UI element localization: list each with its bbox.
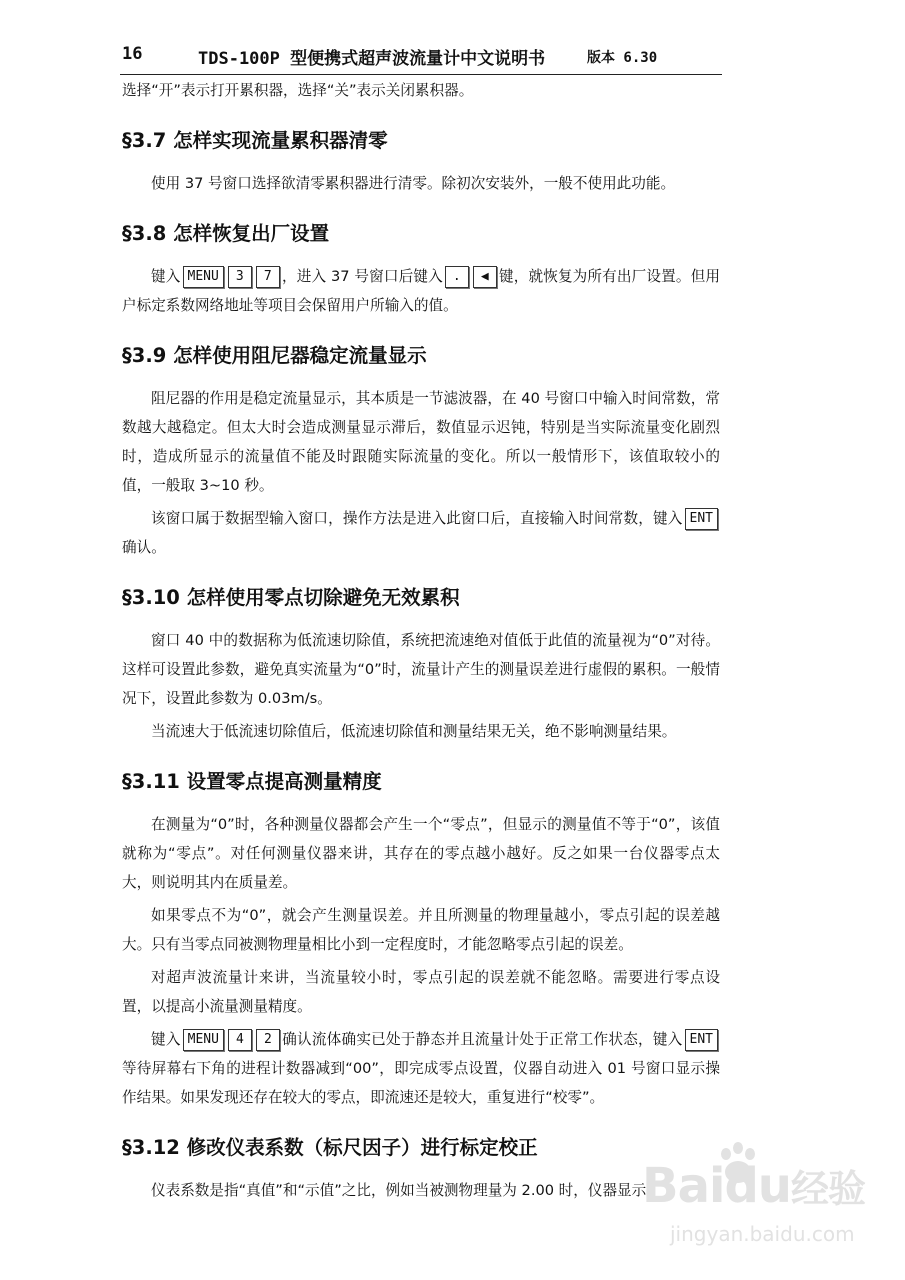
back-arrow-key: ◀ [473, 266, 497, 288]
text-run: 键入 [151, 268, 181, 285]
watermark-url: jingyan.baidu.com [670, 1222, 855, 1246]
menu-key: MENU [183, 266, 224, 288]
paragraph: 对超声波流量计来讲，当流量较小时，零点引起的误差就不能忽略。需要进行零点设置，以提高小流量测量精度。 [122, 969, 720, 1015]
paragraph: 窗口 40 中的数据称为低流速切除值，系统把流速绝对值低于此值的流量视为“0”对待。这样可设置此参数，避免真实流量为“0”时，流量计产生的测量误差进行虚假的累积。一般情况下，设置此参数为 0.03m/s。 [122, 632, 720, 707]
ent-key: ENT [685, 508, 718, 530]
text-run: 等待屏幕右下角的进程计数器减到“00”，即完成零点设置，仪器自动进入 01 号窗口显示操作结果。如果发现还存在较大的零点，即流速还是较大，重复进行“校零”。 [122, 1060, 720, 1106]
paragraph: 当流速大于低流速切除值后，低流速切除值和测量结果无关，绝不影响测量结果。 [151, 723, 677, 740]
page-body [122, 76, 720, 1205]
paragraph: 如果零点不为“0”，就会产生测量误差。并且所测量的物理量越小，零点引起的误差越大。只有当零点同被测物理量相比小到一定程度时，才能忽略零点引起的误差。 [122, 907, 720, 953]
section-title-3-12: §3.12 修改仪表系数（标尺因子）进行标定校正 [122, 1136, 538, 1159]
watermark-logo [642, 1158, 865, 1214]
text-run: 确认流体确实已处于静态并且流量计处于正常工作状态，键入 [281, 1031, 683, 1048]
text-run: ，进入 37 号窗口后键入 [281, 268, 443, 285]
digit-key-4: 4 [228, 1029, 252, 1051]
digit-key-7: 7 [256, 266, 280, 288]
menu-key: MENU [183, 1029, 224, 1051]
dot-key: . [445, 266, 469, 288]
digit-key-3: 3 [228, 266, 252, 288]
header-rule [120, 74, 722, 75]
paragraph [122, 504, 720, 562]
page-number: 16 [122, 44, 143, 64]
baidu-watermark [642, 1140, 882, 1250]
paragraph: 在测量为“0”时，各种测量仪器都会产生一个“零点”，但显示的测量值不等于“0”，该值就称为“零点”。对任何测量仪器来讲，其存在的零点越小越好。反之如果一台仪器零点太大，则说明其内在质量差。 [122, 816, 720, 891]
version-label: 版本 6.30 [587, 50, 658, 66]
paragraph [122, 1025, 720, 1112]
paragraph [122, 262, 720, 320]
paragraph: 仪表系数是指“真值”和“示值”之比，例如当被测物理量为 2.00 时，仪器显示 [151, 1182, 647, 1199]
paragraph: 阻尼器的作用是稳定流量显示，其本质是一节滤波器，在 40 号窗口中输入时间常数，常数越大越稳定。但太大时会造成测量显示滞后，数值显示迟钝，特别是当实际流量变化剧烈时，造成所显示的流量值不能及时跟随实际流量的变化。所以一般情形下，该值取较小的值，一般取 3~10 秒。 [122, 390, 720, 494]
paragraph: 使用 37 号窗口选择欲清零累积器进行清零。除初次安装外，一般不使用此功能。 [151, 175, 676, 192]
logo-text: 经验 [790, 1167, 865, 1211]
text-run: 键入 [151, 1031, 181, 1048]
section-title-3-9: §3.9 怎样使用阻尼器稳定流量显示 [122, 344, 427, 367]
logo-text: Bai [642, 1158, 725, 1214]
text-run: 键，就恢复为所有出厂设置。但用户标定系数网络地址等项目会保留用户所输入的值。 [122, 268, 720, 314]
ent-key: ENT [685, 1029, 718, 1051]
document-title: TDS-100P 型便携式超声波流量计中文说明书 [198, 49, 546, 69]
text-run: 该窗口属于数据型输入窗口，操作方法是进入此窗口后，直接输入时间常数，键入 [151, 510, 683, 527]
logo-text: du [724, 1158, 791, 1214]
section-title-3-8: §3.8 怎样恢复出厂设置 [122, 222, 330, 245]
section-title-3-10: §3.10 怎样使用零点切除避免无效累积 [122, 586, 460, 609]
text-run: 确认。 [122, 539, 166, 556]
section-title-3-11: §3.11 设置零点提高测量精度 [122, 770, 382, 793]
digit-key-2: 2 [256, 1029, 280, 1051]
intro-paragraph: 选择“开”表示打开累积器，选择“关”表示关闭累积器。 [122, 82, 474, 99]
section-title-3-7: §3.7 怎样实现流量累积器清零 [122, 129, 388, 152]
